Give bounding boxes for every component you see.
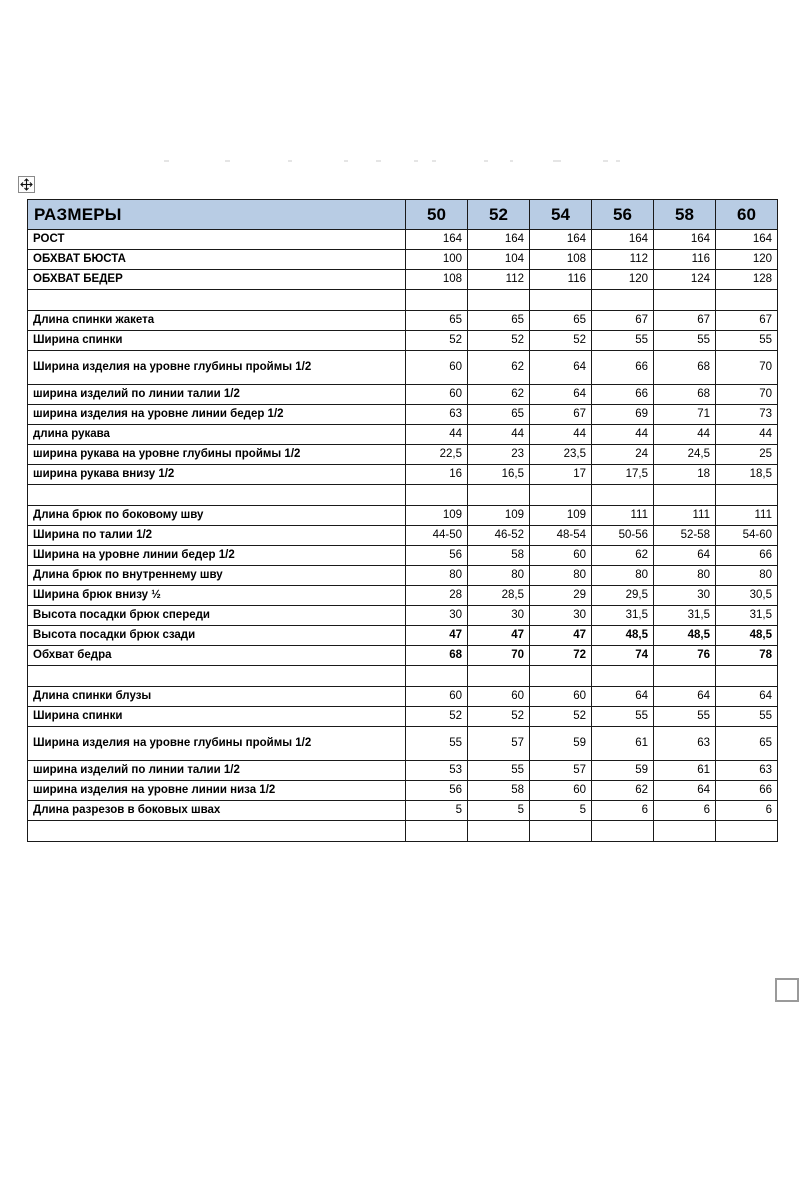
table-row xyxy=(28,761,778,781)
row-value: 48,5 xyxy=(654,626,716,646)
row-value: 44 xyxy=(654,425,716,445)
row-value: 44 xyxy=(592,425,654,445)
row-label: Высота посадки брюк спереди xyxy=(28,606,406,626)
table-row xyxy=(28,445,778,465)
table-row xyxy=(28,506,778,526)
row-value: 109 xyxy=(468,506,530,526)
row-value: 62 xyxy=(592,781,654,801)
row-value: 62 xyxy=(468,351,530,385)
row-label: Ширина спинки xyxy=(28,707,406,727)
row-value xyxy=(592,666,654,687)
row-value: 53 xyxy=(406,761,468,781)
row-value: 70 xyxy=(468,646,530,666)
row-value: 6 xyxy=(592,801,654,821)
row-value: 60 xyxy=(468,687,530,707)
row-value: 29,5 xyxy=(592,586,654,606)
row-label xyxy=(28,485,406,506)
row-value: 48,5 xyxy=(592,626,654,646)
row-value: 64 xyxy=(530,351,592,385)
table-resize-handle[interactable] xyxy=(775,978,799,1002)
row-value: 64 xyxy=(654,687,716,707)
row-value: 55 xyxy=(592,331,654,351)
row-value: 104 xyxy=(468,250,530,270)
header-cell-size-3: 56 xyxy=(592,200,654,230)
table-spacer-row xyxy=(28,290,778,311)
row-label xyxy=(28,821,406,842)
row-value: 55 xyxy=(654,707,716,727)
row-value: 64 xyxy=(716,687,778,707)
row-value: 17 xyxy=(530,465,592,485)
row-value: 44-50 xyxy=(406,526,468,546)
row-value: 67 xyxy=(530,405,592,425)
row-value: 47 xyxy=(530,626,592,646)
row-value: 23 xyxy=(468,445,530,465)
table-spacer-row xyxy=(28,821,778,842)
row-value: 55 xyxy=(468,761,530,781)
row-value: 63 xyxy=(654,727,716,761)
row-value: 67 xyxy=(716,311,778,331)
row-value: 31,5 xyxy=(654,606,716,626)
row-value: 60 xyxy=(530,781,592,801)
row-value: 52-58 xyxy=(654,526,716,546)
row-value: 116 xyxy=(530,270,592,290)
row-value: 80 xyxy=(406,566,468,586)
row-value: 31,5 xyxy=(592,606,654,626)
row-value: 68 xyxy=(654,385,716,405)
row-value: 5 xyxy=(530,801,592,821)
row-label: Ширина изделия на уровне глубины проймы 1/2 xyxy=(28,727,406,761)
header-cell-size-2: 54 xyxy=(530,200,592,230)
row-value: 164 xyxy=(530,230,592,250)
table-row xyxy=(28,606,778,626)
row-value: 55 xyxy=(716,331,778,351)
row-value: 60 xyxy=(530,687,592,707)
table-move-handle[interactable] xyxy=(18,176,35,193)
table-row xyxy=(28,801,778,821)
header-cell-title: РАЗМЕРЫ xyxy=(28,200,406,230)
row-value: 24,5 xyxy=(654,445,716,465)
row-label: ширина изделия на уровне линии бедер 1/2 xyxy=(28,405,406,425)
row-value: 164 xyxy=(716,230,778,250)
row-value: 16 xyxy=(406,465,468,485)
row-value: 55 xyxy=(716,707,778,727)
row-label: РОСТ xyxy=(28,230,406,250)
row-value: 55 xyxy=(406,727,468,761)
header-cell-size-0: 50 xyxy=(406,200,468,230)
row-value: 67 xyxy=(592,311,654,331)
row-value: 44 xyxy=(406,425,468,445)
row-value: 80 xyxy=(592,566,654,586)
row-label: ОБХВАТ БЕДЕР xyxy=(28,270,406,290)
row-label: ширина изделия на уровне линии низа 1/2 xyxy=(28,781,406,801)
row-value: 61 xyxy=(654,761,716,781)
row-label: Длина брюк по внутреннему шву xyxy=(28,566,406,586)
table-row xyxy=(28,586,778,606)
row-value: 56 xyxy=(406,546,468,566)
row-value: 124 xyxy=(654,270,716,290)
row-value: 30 xyxy=(468,606,530,626)
row-value: 74 xyxy=(592,646,654,666)
row-value: 30 xyxy=(530,606,592,626)
row-label: ширина рукава на уровне глубины проймы 1/2 xyxy=(28,445,406,465)
row-value: 61 xyxy=(592,727,654,761)
row-label xyxy=(28,290,406,311)
row-value: 64 xyxy=(592,687,654,707)
table-row xyxy=(28,566,778,586)
row-value: 70 xyxy=(716,351,778,385)
row-label: Длина разрезов в боковых швах xyxy=(28,801,406,821)
row-value: 71 xyxy=(654,405,716,425)
row-value: 128 xyxy=(716,270,778,290)
table-row xyxy=(28,687,778,707)
row-value xyxy=(530,821,592,842)
row-label: Обхват бедра xyxy=(28,646,406,666)
row-value: 6 xyxy=(716,801,778,821)
row-value: 66 xyxy=(716,546,778,566)
row-value: 111 xyxy=(654,506,716,526)
table-spacer-row xyxy=(28,666,778,687)
row-value: 64 xyxy=(654,546,716,566)
row-value: 76 xyxy=(654,646,716,666)
row-value: 120 xyxy=(716,250,778,270)
row-value xyxy=(468,821,530,842)
row-value: 6 xyxy=(654,801,716,821)
table-row xyxy=(28,465,778,485)
row-value: 28 xyxy=(406,586,468,606)
table-row xyxy=(28,331,778,351)
row-value: 25 xyxy=(716,445,778,465)
row-value: 65 xyxy=(468,311,530,331)
row-value xyxy=(716,290,778,311)
row-value xyxy=(654,485,716,506)
row-value: 67 xyxy=(654,311,716,331)
row-label xyxy=(28,666,406,687)
row-value xyxy=(406,485,468,506)
row-value: 111 xyxy=(592,506,654,526)
row-value xyxy=(530,485,592,506)
row-value: 116 xyxy=(654,250,716,270)
table-row xyxy=(28,526,778,546)
row-value: 62 xyxy=(468,385,530,405)
row-value: 111 xyxy=(716,506,778,526)
table-row xyxy=(28,425,778,445)
table-row xyxy=(28,727,778,761)
row-value: 30,5 xyxy=(716,586,778,606)
row-value: 80 xyxy=(468,566,530,586)
row-value: 112 xyxy=(468,270,530,290)
row-value: 66 xyxy=(592,385,654,405)
row-label: Длина брюк по боковому шву xyxy=(28,506,406,526)
table-row xyxy=(28,250,778,270)
row-value: 48-54 xyxy=(530,526,592,546)
row-value: 47 xyxy=(468,626,530,646)
row-label: Ширина изделия на уровне глубины проймы 1/2 xyxy=(28,351,406,385)
row-value: 108 xyxy=(530,250,592,270)
table-row xyxy=(28,781,778,801)
table-row xyxy=(28,351,778,385)
row-value: 22,5 xyxy=(406,445,468,465)
row-value: 66 xyxy=(716,781,778,801)
row-label: Длина спинки блузы xyxy=(28,687,406,707)
row-value: 52 xyxy=(406,707,468,727)
row-value: 18,5 xyxy=(716,465,778,485)
row-value xyxy=(406,821,468,842)
row-value: 30 xyxy=(654,586,716,606)
row-value: 69 xyxy=(592,405,654,425)
row-label: Ширина на уровне линии бедер 1/2 xyxy=(28,546,406,566)
row-value: 52 xyxy=(468,707,530,727)
size-chart-table-wrap xyxy=(27,199,777,842)
row-value: 66 xyxy=(592,351,654,385)
row-label: Ширина брюк внизу ½ xyxy=(28,586,406,606)
row-value: 55 xyxy=(654,331,716,351)
row-value xyxy=(592,290,654,311)
row-value: 78 xyxy=(716,646,778,666)
table-row xyxy=(28,646,778,666)
row-value xyxy=(716,485,778,506)
row-value: 65 xyxy=(406,311,468,331)
row-value: 56 xyxy=(406,781,468,801)
row-value: 44 xyxy=(716,425,778,445)
row-value: 65 xyxy=(716,727,778,761)
row-value: 59 xyxy=(530,727,592,761)
row-value: 120 xyxy=(592,270,654,290)
row-value: 62 xyxy=(592,546,654,566)
row-value xyxy=(530,290,592,311)
row-value: 64 xyxy=(654,781,716,801)
row-value: 48,5 xyxy=(716,626,778,646)
row-value: 18 xyxy=(654,465,716,485)
row-value: 17,5 xyxy=(592,465,654,485)
row-value: 108 xyxy=(406,270,468,290)
row-value xyxy=(530,666,592,687)
row-label: Ширина спинки xyxy=(28,331,406,351)
table-row xyxy=(28,626,778,646)
row-value: 80 xyxy=(654,566,716,586)
row-value: 59 xyxy=(592,761,654,781)
row-value: 57 xyxy=(468,727,530,761)
row-value: 30 xyxy=(406,606,468,626)
row-value: 60 xyxy=(406,351,468,385)
row-value: 109 xyxy=(530,506,592,526)
row-value: 63 xyxy=(406,405,468,425)
row-value: 164 xyxy=(468,230,530,250)
row-value: 68 xyxy=(654,351,716,385)
row-value: 29 xyxy=(530,586,592,606)
table-row xyxy=(28,707,778,727)
row-value: 57 xyxy=(530,761,592,781)
row-label: Высота посадки брюк сзади xyxy=(28,626,406,646)
row-value xyxy=(406,666,468,687)
row-value: 164 xyxy=(654,230,716,250)
row-value: 65 xyxy=(468,405,530,425)
row-value xyxy=(654,821,716,842)
row-value: 64 xyxy=(530,385,592,405)
row-value: 58 xyxy=(468,781,530,801)
row-value: 60 xyxy=(530,546,592,566)
row-value xyxy=(592,485,654,506)
table-row xyxy=(28,405,778,425)
table-row xyxy=(28,270,778,290)
row-value: 46-52 xyxy=(468,526,530,546)
row-value: 54-60 xyxy=(716,526,778,546)
row-value xyxy=(654,666,716,687)
header-cell-size-5: 60 xyxy=(716,200,778,230)
row-value xyxy=(406,290,468,311)
row-value xyxy=(468,666,530,687)
row-value: 47 xyxy=(406,626,468,646)
row-value: 109 xyxy=(406,506,468,526)
row-value: 65 xyxy=(530,311,592,331)
row-label: Ширина по талии 1/2 xyxy=(28,526,406,546)
row-value: 52 xyxy=(406,331,468,351)
row-value: 23,5 xyxy=(530,445,592,465)
row-value: 80 xyxy=(716,566,778,586)
row-value: 28,5 xyxy=(468,586,530,606)
clipped-text-artifact xyxy=(150,155,620,167)
row-value: 44 xyxy=(468,425,530,445)
row-value xyxy=(716,666,778,687)
row-label: Длина спинки жакета xyxy=(28,311,406,331)
row-value: 164 xyxy=(406,230,468,250)
row-value: 73 xyxy=(716,405,778,425)
row-value: 52 xyxy=(530,331,592,351)
header-cell-size-1: 52 xyxy=(468,200,530,230)
row-value: 100 xyxy=(406,250,468,270)
row-value xyxy=(592,821,654,842)
row-label: длина рукава xyxy=(28,425,406,445)
table-header-row xyxy=(28,200,778,230)
size-chart-table xyxy=(27,199,778,842)
row-label: ОБХВАТ БЮСТА xyxy=(28,250,406,270)
row-label: ширина рукава внизу 1/2 xyxy=(28,465,406,485)
row-value: 70 xyxy=(716,385,778,405)
row-value xyxy=(716,821,778,842)
row-value: 60 xyxy=(406,385,468,405)
header-cell-size-4: 58 xyxy=(654,200,716,230)
row-value xyxy=(654,290,716,311)
row-value: 55 xyxy=(592,707,654,727)
row-value: 24 xyxy=(592,445,654,465)
table-row xyxy=(28,311,778,331)
row-value: 5 xyxy=(468,801,530,821)
row-value: 80 xyxy=(530,566,592,586)
move-cross-icon xyxy=(19,177,34,192)
row-value: 164 xyxy=(592,230,654,250)
row-value: 58 xyxy=(468,546,530,566)
row-value: 31,5 xyxy=(716,606,778,626)
row-value xyxy=(468,485,530,506)
table-row xyxy=(28,230,778,250)
row-value: 72 xyxy=(530,646,592,666)
table-row xyxy=(28,546,778,566)
table-spacer-row xyxy=(28,485,778,506)
row-label: ширина изделий по линии талии 1/2 xyxy=(28,385,406,405)
row-value: 63 xyxy=(716,761,778,781)
row-value: 50-56 xyxy=(592,526,654,546)
row-value: 5 xyxy=(406,801,468,821)
row-value: 60 xyxy=(406,687,468,707)
table-body xyxy=(28,230,778,842)
row-value xyxy=(468,290,530,311)
row-value: 52 xyxy=(530,707,592,727)
row-value: 16,5 xyxy=(468,465,530,485)
row-value: 52 xyxy=(468,331,530,351)
table-row xyxy=(28,385,778,405)
row-value: 112 xyxy=(592,250,654,270)
row-label: ширина изделий по линии талии 1/2 xyxy=(28,761,406,781)
row-value: 44 xyxy=(530,425,592,445)
row-value: 68 xyxy=(406,646,468,666)
